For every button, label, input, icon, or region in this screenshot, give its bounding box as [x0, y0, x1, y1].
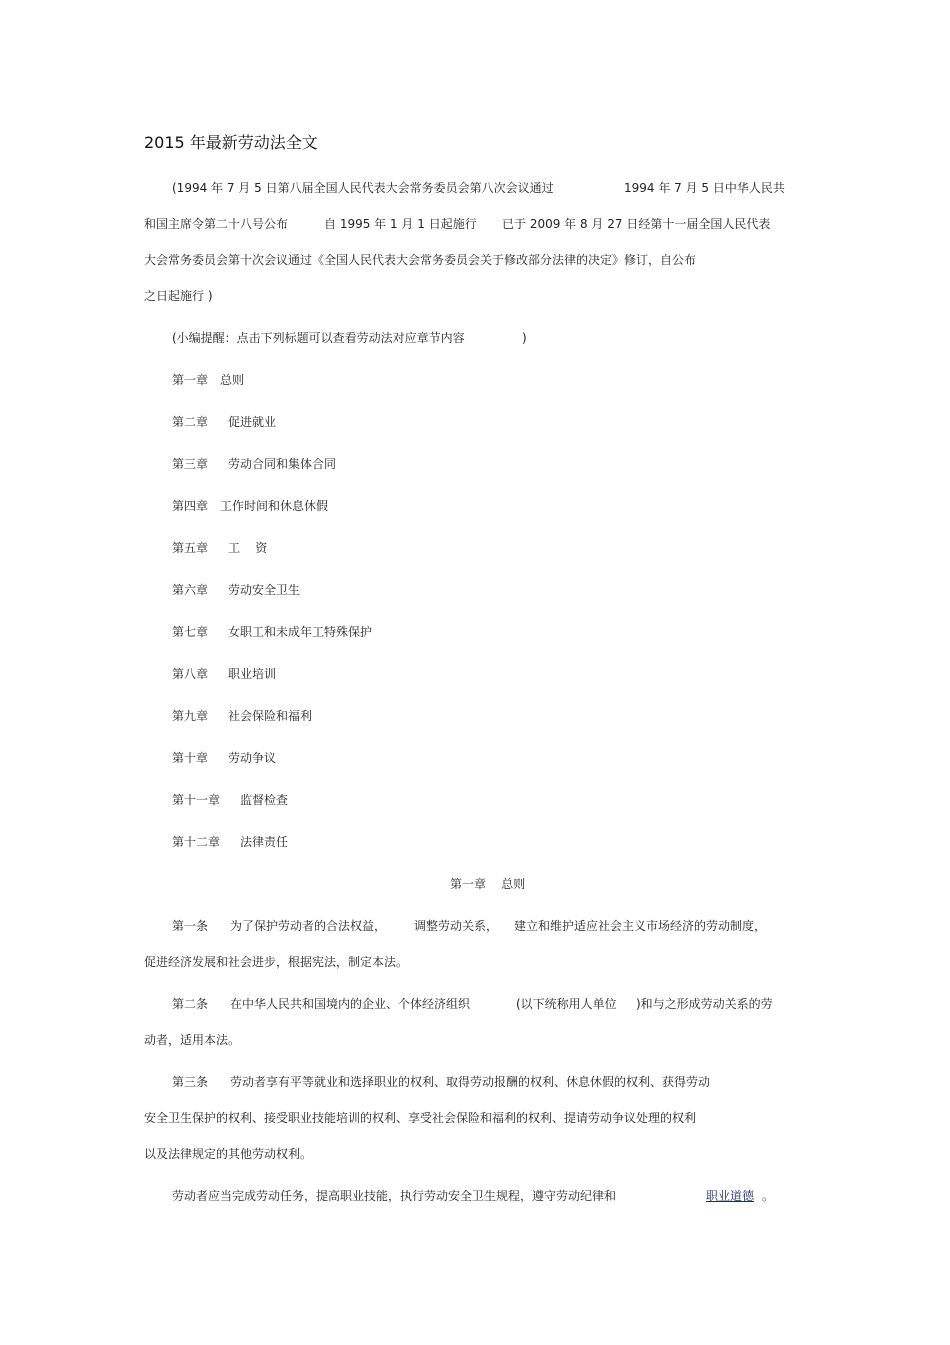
- toc-item-8[interactable]: 第八章 职业培训: [172, 667, 277, 681]
- toc-item-9[interactable]: 第九章 社会保险和福利: [172, 709, 313, 723]
- professional-ethics-link[interactable]: 职业道德: [706, 1189, 755, 1203]
- article-3-label: 第三条: [172, 1075, 209, 1089]
- article-2-line-2: 动者，适用本法。: [144, 1033, 241, 1047]
- article-3-line-2: 安全卫生保护的权利、接受职业技能培训的权利、享受社会保险和福利的权利、提请劳动争议处理的权利: [144, 1111, 697, 1125]
- toc-item-3[interactable]: 第三章 劳动合同和集体合同: [172, 457, 337, 471]
- article-1-text-a: 为了保护劳动者的合法权益，: [230, 919, 387, 933]
- toc-item-10[interactable]: 第十章 劳动争议: [172, 751, 277, 765]
- article-3-text-a: 劳动者享有平等就业和选择职业的权利、取得劳动报酬的权利、休息休假的权利、获得劳动: [230, 1075, 711, 1089]
- preamble-line-1b: 1994 年 7 月 5 日中华人民共: [624, 181, 785, 195]
- toc-item-7[interactable]: 第七章 女职工和未成年工特殊保护: [172, 625, 373, 639]
- toc-item-11[interactable]: 第十一章 监督检查: [172, 793, 289, 807]
- preamble-line-2b: 自 1995 年 1 月 1 日起施行: [324, 217, 477, 231]
- preamble-line-2: 和国主席令第二十八号公布: [144, 217, 289, 231]
- toc-item-4[interactable]: 第四章 工作时间和休息休假: [172, 499, 329, 513]
- article-1-label: 第一条: [172, 919, 209, 933]
- article-1-text-b: 调整劳动关系，: [414, 919, 499, 933]
- toc-item-1[interactable]: 第一章 总则: [172, 373, 245, 387]
- article-2-text-c: )和与之形成劳动关系的劳: [636, 997, 773, 1011]
- article-2-text-b: (以下统称用人单位: [516, 997, 617, 1011]
- article-3-end-mark: 。: [762, 1189, 775, 1203]
- preamble-line-2c: 已于 2009 年 8 月 27 日经第十一届全国人民代表: [502, 217, 771, 231]
- article-1-line-2: 促进经济发展和社会进步，根据宪法，制定本法。: [144, 955, 409, 969]
- article-2-text-a: 在中华人民共和国境内的企业、个体经济组织: [230, 997, 471, 1011]
- preamble-line-1: (1994 年 7 月 5 日第八届全国人民代表大会常务委员会第八次会议通过: [172, 181, 554, 195]
- article-1-text-c: 建立和维护适应社会主义市场经济的劳动制度，: [514, 919, 767, 933]
- toc-item-2[interactable]: 第二章 促进就业: [172, 415, 277, 429]
- toc-item-6[interactable]: 第六章 劳动安全卫生: [172, 583, 301, 597]
- chapter-1-heading: 第一章 总则: [450, 877, 526, 891]
- toc-item-12[interactable]: 第十二章 法律责任: [172, 835, 289, 849]
- toc-item-5[interactable]: 第五章 工 资: [172, 541, 268, 555]
- editor-note-close: ): [522, 331, 527, 345]
- preamble-line-3: 大会常务委员会第十次会议通过《全国人民代表大会常务委员会关于修改部分法律的决定》修订，自公布: [144, 253, 697, 267]
- editor-note: (小编提醒：点击下列标题可以查看劳动法对应章节内容: [172, 331, 465, 345]
- document-title: 2015 年最新劳动法全文: [144, 133, 318, 152]
- article-3-line-3: 以及法律规定的其他劳动权利。: [144, 1147, 313, 1161]
- article-2-label: 第二条: [172, 997, 209, 1011]
- article-3-paragraph-2: 劳动者应当完成劳动任务，提高职业技能，执行劳动安全卫生规程，遵守劳动纪律和: [172, 1189, 617, 1203]
- preamble-line-4: 之日起施行 ): [144, 289, 213, 303]
